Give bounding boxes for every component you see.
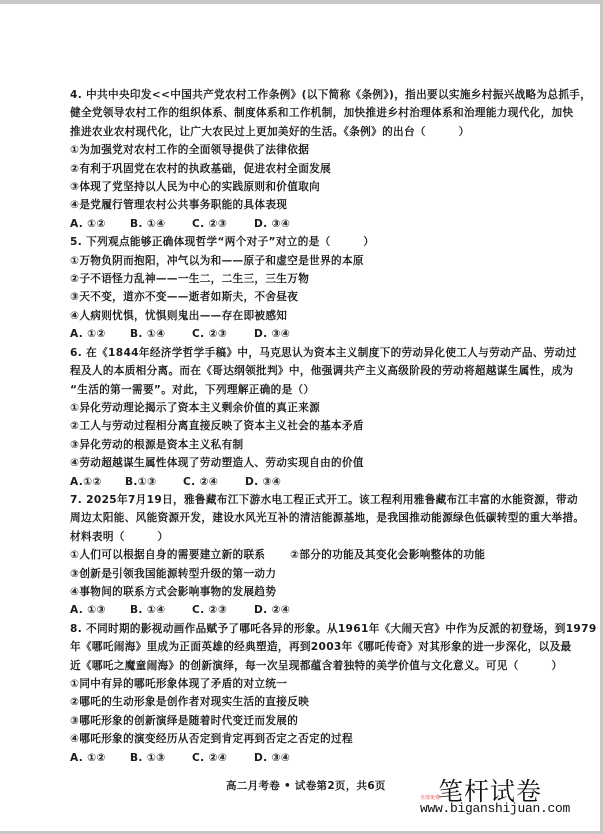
question-6 [70, 344, 577, 491]
option-d: D. ③④ [254, 328, 291, 341]
option-a: A.①② [70, 475, 102, 488]
option-d: D. ③④ [245, 475, 282, 488]
page-frame-top [0, 0, 603, 4]
option-b: B. ①④ [130, 604, 166, 617]
statement: ③天不变，道亦不变——逝者如斯夫，不舍昼夜 [70, 291, 299, 304]
question-stem: 8. 不同时期的影视动画作品赋予了哪吒各异的形象。从1961年《大闹天宫》中作为反派的初登场，到1979 [70, 622, 597, 635]
answer-options [70, 325, 570, 343]
statement: ④人病则忧惧，忧惧则鬼出——存在即被感知 [70, 309, 288, 322]
option-b: B.①③ [125, 475, 157, 488]
statement: ③哪吒形象的创新演绎是随着时代变迁而发展的 [70, 714, 299, 727]
answer-options [70, 749, 570, 767]
statement: ②哪吒的生动形象是创作者对现实生活的直接反映 [70, 696, 310, 709]
question-stem: 材料表明（ ） [70, 530, 169, 543]
option-b: B. ①③ [130, 751, 166, 764]
statement: ①为加强党对农村工作的全面领导提供了法律依据 [70, 144, 310, 157]
option-c: C. ②③ [192, 217, 228, 230]
question-8 [70, 620, 597, 767]
watermark-tagline: 全部免费 [420, 795, 441, 801]
option-b: B. ①④ [130, 217, 166, 230]
question-stem: 7. 2025年7月19日，雅鲁藏布江下游水电工程正式开工。该工程利用雅鲁藏布江丰富的水能资源，带动 [70, 493, 578, 506]
option-a: A. ①③ [70, 604, 106, 617]
option-d: D. ③④ [254, 751, 291, 764]
statement: ③创新是引领我国能源转型升级的第一动力 [70, 567, 277, 580]
statement: ③异化劳动的根源是资本主义私有制 [70, 438, 244, 451]
option-b: B. ①④ [130, 328, 166, 341]
statement: ④哪吒形象的演变经历从否定到肯定再到否定之否定的过程 [70, 733, 353, 746]
statement: ③体现了党坚持以人民为中心的实践原则和价值取向 [70, 181, 321, 194]
question-stem: 推进农业农村现代化，让广大农民过上更加美好的生活。《条例》的出台（ ） [70, 125, 470, 138]
question-stem: “生活的第一需要”。对此，下列理解正确的是（） [70, 383, 315, 396]
statement: ②子不语怪力乱神——一生二，二生三，三生万物 [70, 273, 310, 286]
answer-options [70, 473, 570, 491]
statement: ①人们可以根据自身的需要建立新的联系 [70, 549, 266, 562]
option-c: C. ②④ [183, 475, 219, 488]
statement: ④事物间的联系方式会影响事物的发展趋势 [70, 585, 277, 598]
statement: ②部分的功能及其变化会影响整体的功能 [290, 549, 486, 562]
option-a: A. ①② [70, 217, 106, 230]
question-4 [70, 86, 592, 233]
statement: ①同中有异的哪吒形象体现了矛盾的对立统一 [70, 678, 288, 690]
option-d: D. ③④ [254, 217, 291, 230]
statement: ④是党履行管理农村公共事务职能的具体表现 [70, 199, 288, 212]
answer-options [70, 215, 570, 233]
statement: ②工人与劳动过程相分离直接反映了资本主义社会的基本矛盾 [70, 420, 364, 433]
question-stem: 6. 在《1844年经济学哲学手稿》中，马克思认为资本主义制度下的劳动异化使工人与劳动产品、劳动过 [70, 346, 577, 359]
exam-content [70, 86, 597, 767]
option-c: C. ②③ [192, 328, 228, 341]
question-5 [70, 233, 570, 343]
statement: ②有利于巩固党在农村的执政基础，促进农村全面发展 [70, 162, 332, 175]
option-c: C. ②④ [192, 751, 228, 764]
statement: ①万物负阴而抱阳，冲气以为和——原子和虚空是世界的本原 [70, 254, 364, 267]
question-stem: 年《哪吒闹海》里成为正面英雄的经典塑造，再到2003年《哪吒传奇》对其形象的进一步深化，以及最 [70, 641, 572, 654]
option-c: C. ②③ [192, 604, 228, 617]
watermark-url: www.biganshijuan.com [420, 801, 571, 816]
question-stem: 健全党领导农村工作的组织体系、制度体系和工作机制，加快推进乡村治理体系和治理能力现代化，加快 [70, 107, 574, 120]
answer-options [70, 601, 570, 619]
question-stem: 周边太阳能、风能资源开发，建设水风光互补的清洁能源基地，是我国推动能源绿色低碳转型的重大举措。 [70, 512, 585, 525]
watermark-title: 笔杆试卷 [438, 777, 543, 806]
page-footer: 高二月考卷 • 试卷第2页，共6页 [226, 780, 386, 792]
question-stem: 5. 下列观点能够正确体现哲学“两个对子”对立的是（ ） [70, 236, 375, 249]
question-stem: 4. 中共中央印发<<中国共产党农村工作条例》(以下简称《条例》)，指出要以实施乡村振兴战略为总抓手， [70, 89, 592, 101]
statement: ①异化劳动理论揭示了资本主义剩余价值的真正来源 [70, 401, 321, 414]
statement: ④劳动超越谋生属性体现了劳动塑造人、劳动实现自由的价值 [70, 457, 364, 470]
question-stem: 程及人的本质相分离。而在《哥达纲领批判》中，他强调共产主义高级阶段的劳动将超越谋生属性，成为 [70, 365, 574, 378]
question-stem: 近《哪吒之魔童闹海》的创新演绎，每一次呈现都蕴含着独特的美学价值与文化意义。可见（ ） [70, 659, 563, 672]
statement-pair [70, 546, 570, 564]
option-a: A. ①② [70, 751, 106, 764]
question-7 [70, 491, 585, 620]
option-d: D. ②④ [254, 604, 291, 617]
option-a: A. ①② [70, 328, 106, 341]
